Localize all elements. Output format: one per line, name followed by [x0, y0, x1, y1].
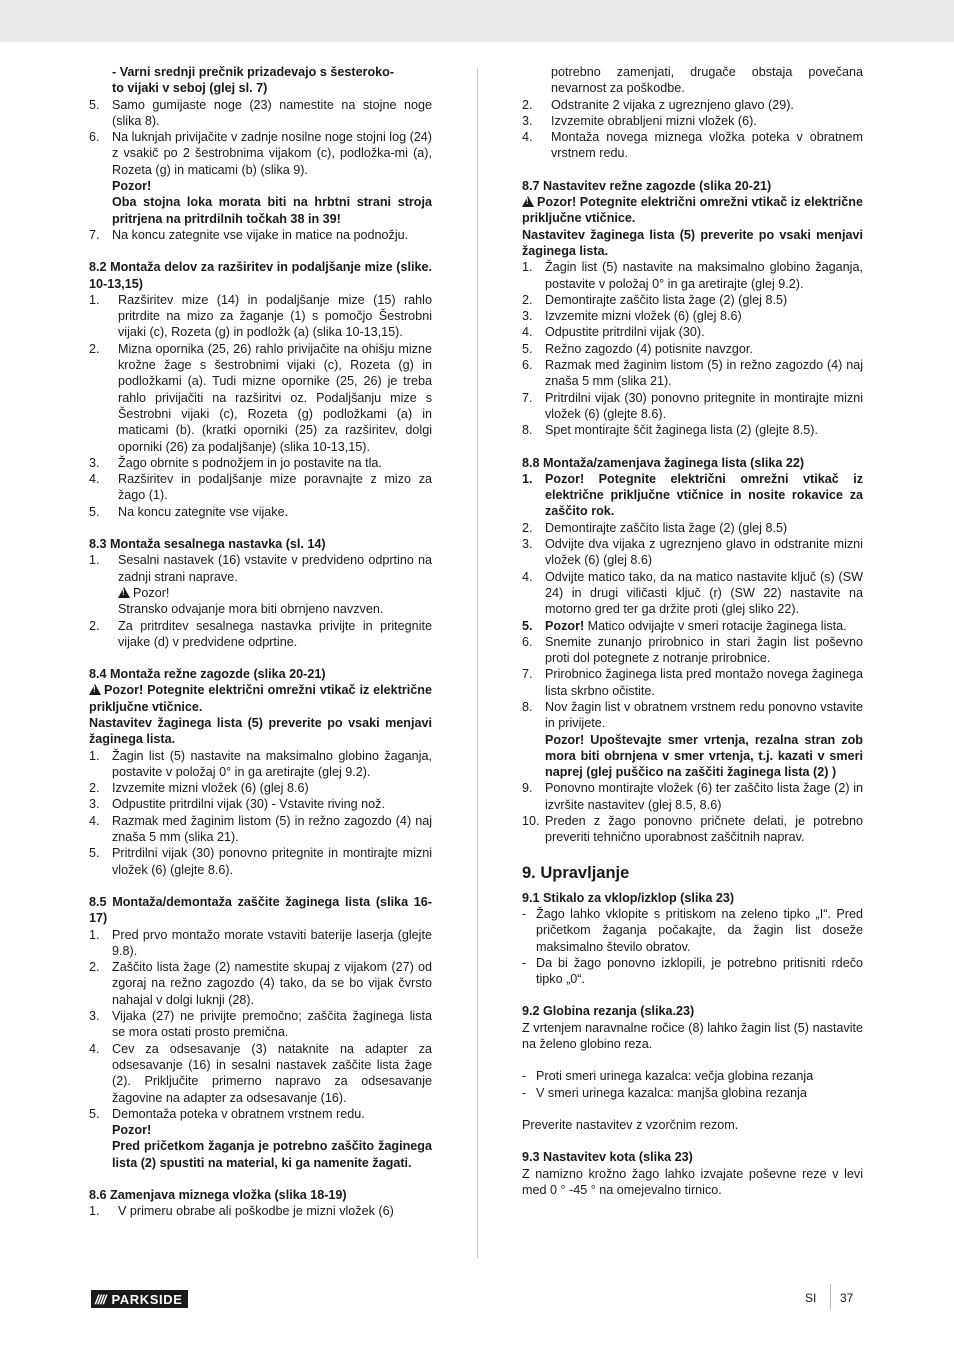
item-bullet: -: [522, 955, 527, 970]
list-item: [89, 748, 432, 781]
list-item: [522, 618, 863, 634]
paragraph: Z namizno krožno žago lahko izvajate poševne reze v levi med 0 ° -45 ° na omejevalno tirnico.: [522, 1166, 863, 1197]
list-item: [522, 520, 863, 536]
list-item: [89, 341, 432, 455]
item-number: 3.: [522, 309, 533, 324]
item-body: [118, 552, 432, 617]
list-item: [522, 569, 863, 618]
item-number: 2.: [89, 341, 100, 356]
list-item: [522, 471, 863, 520]
item-number: 4.: [522, 569, 533, 584]
item-text: Odpustite pritrdilni vijak (30) - Vstavite riving nož.: [112, 797, 385, 812]
list-item: [89, 455, 432, 471]
paragraph: Z vrtenjem naravnalne ročice (8) lahko žagin list (5) nastavite na želeno globino reza.: [522, 1020, 863, 1052]
list-item: [89, 292, 432, 341]
item-text: Pred prvo montažo morate vstaviti baterije laserja (glejte 9.8).: [112, 927, 432, 958]
list-item: [522, 906, 863, 955]
item-number: 5.: [89, 504, 100, 519]
bullet-line: [89, 64, 432, 97]
continued-text: potrebno zamenjati, drugače obstaja povečana nevarnost za poškodbe.: [551, 65, 863, 96]
item-text: Režno zagozdo (4) potisnite navzgor.: [545, 341, 753, 356]
list-item: [522, 390, 863, 423]
item-text: Stransko odvajanje mora biti obrnjeno navzven.: [118, 602, 384, 617]
item-text: Žago lahko vklopite s pritiskom na zeleno tipko „I“. Pred pričetkom žaganja počakajte, da žagin list doseže maksimalno število obratov.: [536, 906, 863, 954]
warning-text: Nastavitev žaginega lista (5) preverite po vsaki menjavi žaginega lista.: [89, 715, 432, 747]
list-item: [522, 97, 863, 113]
section-heading: 8.2 Montaža delov za razširitev in podaljšanje mize (slike. 10-13,15): [89, 260, 432, 291]
item-number: 4.: [522, 325, 533, 340]
item-body: [112, 1106, 432, 1171]
item-number: 3.: [522, 113, 533, 128]
item-number: 3.: [89, 1009, 100, 1024]
item-text: Za pritrditev sesalnega nastavka privijte in pritegnite vijake (d) v predvidene odprtine.: [118, 618, 432, 649]
item-number: 3.: [522, 537, 533, 552]
warning-triangle-icon: [522, 196, 534, 207]
item-text: Razmak med žaginim listom (5) in režno zagozdo (4) naj znaša 5 mm (slika 21).: [112, 813, 432, 845]
list-item: [522, 113, 863, 129]
item-text: Pritrdilni vijak (30) ponovno pritegnite in montirajte mizni vložek (6) (glejte 8.6).: [545, 390, 863, 421]
list-item: [522, 1085, 863, 1101]
right-column: [522, 64, 863, 1198]
item-number: 7.: [522, 390, 533, 405]
item-text: Spet montirajte ščit žaginega lista (2) (glejte 8.5).: [545, 423, 818, 438]
section-heading: 8.3 Montaža sesalnega nastavka (sl. 14): [89, 537, 326, 552]
text: to vijaki v seboj (glej sl. 7): [112, 81, 268, 96]
item-number: 3.: [89, 797, 100, 812]
item-number: 2.: [89, 781, 100, 796]
item-number: 6.: [89, 130, 100, 145]
list-item: [89, 845, 432, 878]
item-number: 7.: [522, 667, 533, 682]
chapter-heading: 9. Upravljanje: [522, 863, 630, 882]
item-number: 6.: [522, 358, 533, 373]
item-text: Snemite zunanjo prirobnico in stari žagin list poševno proti dol potegnete z notranje prirobnice.: [545, 634, 863, 666]
text: - Varni srednji prečnik prizadevajo s šesteroko-: [112, 65, 395, 79]
warning-text: Pozor! Upoštevajte smer vrtenja, rezalna stran zob mora biti obrnjena v smer vrtenja, t.j. kazati v smeri naprej (glej puščico na zaščiti žaginega lista (2) ): [545, 732, 863, 780]
item-text: Mizna opornika (25, 26) rahlo privijačite na ohišju mizne krožne žage s šestrobnimi vijaki (c), Rozeta (g) in podložkami (a). Tudi mizne opornike (25, 26) je treba rahlo privijačiti na razširitvi oz. Podaljšanju mize s Šestrobni vijaki (c), Rozeta (g) podložkami (a) in maticami (b). (kratki oporniki (25) za razširitev, dolgi oporniki (26) za podaljšanje) (slika 10-13,15).: [118, 341, 432, 454]
logo-slashes-icon: ////: [95, 1291, 106, 1307]
list-item: [522, 666, 863, 699]
item-text: Demontirajte zaščito lista žage (2) (glej 8.5): [545, 292, 788, 307]
item-bullet: -: [522, 1085, 527, 1100]
item-number: 1.: [89, 553, 100, 568]
item-text: Žago obrnite s podnožjem in jo postavite na tla.: [118, 455, 382, 470]
item-text: Razširitev in podaljšanje mize poravnajte z mizo za žago (1).: [118, 472, 432, 503]
item-text: Na koncu zategnite vse vijake.: [118, 504, 289, 519]
language-code: SI: [805, 1291, 817, 1305]
warning-triangle-icon: [118, 587, 130, 598]
list-item: [522, 536, 863, 569]
item-number: 3.: [89, 455, 100, 470]
list-item: [89, 1008, 432, 1041]
list-item: [522, 813, 863, 846]
item-text: Nov žagin list v obratnem vrstnem redu ponovno vstavite in privijete.: [545, 699, 863, 731]
item-number: 1.: [89, 927, 100, 942]
list-item: [89, 927, 432, 960]
column-divider: [477, 68, 478, 1258]
item-number: 1.: [89, 748, 100, 763]
item-text: Na koncu zategnite vse vijake in matice na podnožju.: [112, 227, 409, 242]
item-number: 1.: [89, 292, 100, 307]
item-number: 8.: [522, 423, 533, 438]
item-text: Sesalni nastavek (16) vstavite v predvideno odprtino na zadnji strani naprave.: [118, 553, 432, 584]
list-item: [522, 324, 863, 340]
page-number: 37: [840, 1291, 854, 1305]
item-text: Vijaka (27) ne privijte premočno; zaščita žaginega lista se mora ostati prosto premična.: [112, 1009, 432, 1040]
brand-name: PARKSIDE: [111, 1291, 183, 1307]
item-text: Odvijte matico tako, da na matico nastavite ključ (s) (SW 24) in drugi viličasti ključ (r) (SW 22) nastavite na motorno gred ter ga držite proti (glej sliko 22).: [545, 569, 863, 617]
paragraph: Preverite nastavitev z vzorčnim rezom.: [522, 1117, 739, 1132]
warning-text: [522, 194, 863, 227]
section-heading: 8.4 Montaža režne zagozde (slika 20-21): [89, 667, 326, 682]
top-band: [0, 0, 954, 42]
list-item: [89, 129, 432, 227]
item-number: 1.: [522, 471, 533, 486]
item-text: Žagin list (5) nastavite na maksimalno globino žaganja, postavite v položaj 0° in ga aretirajte (glej 9.2).: [112, 748, 432, 779]
item-text: Razširitev mize (14) in podaljšanje mize (15) rahlo pritrdite na mizo za žaganje (1) s pomočjo Šestrobni vijaki (c), Rozeta (g) in podložk (a) (slika 10-13,15).: [118, 292, 432, 340]
item-body: [545, 699, 863, 780]
list-item: [89, 552, 432, 617]
item-number: 1.: [522, 260, 533, 275]
item-text: Matico odvijajte v smeri rotacije žaginega lista.: [584, 618, 847, 633]
item-number: 2.: [522, 292, 533, 307]
section-heading: 8.8 Montaža/zamenjava žaginega lista (slika 22): [522, 455, 805, 470]
item-text: Izvzemite obrabljeni mizni vložek (6).: [551, 113, 757, 128]
item-bullet: -: [522, 906, 527, 921]
list-item: [522, 780, 863, 813]
section-heading: 9.3 Nastavitev kota (slika 23): [522, 1150, 693, 1165]
list-item: [89, 504, 432, 520]
warning-text: Nastavitev žaginega lista (5) preverite po vsaki menjavi žaginega lista.: [522, 227, 863, 258]
item-text: Razmak med žaginim listom (5) in režno zagozdo (4) naj znaša 5 mm (slika 21).: [545, 358, 863, 389]
list-item: [89, 1041, 432, 1106]
list-item: [522, 422, 863, 438]
item-text: Odpustite pritrdilni vijak (30).: [545, 325, 705, 340]
left-column: [89, 64, 432, 1220]
item-number: 8.: [522, 699, 533, 714]
item-number: 2.: [89, 618, 100, 633]
item-text: Demontirajte zaščito lista žage (2) (glej 8.5): [545, 520, 788, 535]
item-text: Da bi žago ponovno izklopili, je potrebno pritisniti rdečo tipko „0“.: [536, 955, 863, 987]
item-text: Na luknjah privijačite v zadnje nosilne noge stojni log (24) z vsakič po 2 šestrobnima vijakom (c), podložka-mi (a), Rozeta (g) in maticami (b) (slika 9).: [112, 130, 432, 177]
list-item: [89, 1106, 432, 1171]
item-text: Ponovno montirajte vložek (6) ter zaščito lista žage (2) in izvršite nastavitev (glej 8.5, 8.6): [545, 781, 863, 812]
list-item: [522, 259, 863, 292]
item-number: 4.: [89, 1041, 100, 1056]
item-text: Zaščito lista žage (2) namestite skupaj z vijakom (27) od zgoraj na režno zagozdo (4) tako, da se bo vijak čvrsto nahajal v dolgi luknji (28).: [112, 960, 432, 1007]
list-item: [89, 1203, 432, 1219]
item-text: Pozor! Potegnite električni omrežni vtikač iz električne priključne vtičnice in nosite rokavice za zaščito rok.: [545, 471, 863, 519]
list-item: [522, 341, 863, 357]
warning-triangle-icon: [89, 684, 101, 695]
item-text: Preden z žago ponovno pričnete delati, je potrebno preveriti tehnično uporabnost zaščitnih naprav.: [545, 814, 863, 845]
warning-label: Pozor!: [112, 1123, 152, 1138]
item-number: 2.: [522, 520, 533, 535]
list-item: [89, 618, 432, 651]
item-text: Odstranite 2 vijaka z ugreznjeno glavo (29).: [551, 97, 794, 112]
item-text: V smeri urinega kazalca: manjša globina rezanja: [536, 1085, 807, 1100]
item-text: Proti smeri urinega kazalca: večja globina rezanja: [536, 1069, 814, 1084]
item-number: 1.: [89, 1204, 100, 1219]
item-body: [112, 129, 432, 227]
item-number: 2.: [89, 960, 100, 975]
list-item: [89, 227, 432, 243]
list-item: [522, 308, 863, 324]
section-heading: 9.2 Globina rezanja (slika.23): [522, 1004, 695, 1019]
item-text: Prirobnico žaginega lista pred montažo novega žaginega lista skrbno očistite.: [545, 667, 863, 698]
parkside-logo: [91, 1290, 188, 1308]
warning-text: Pred pričetkom žaganja je potrebno zaščito žaginega lista (2) spustiti na material, ki ga namenite žagati.: [112, 1139, 432, 1170]
list-item: [522, 357, 863, 390]
section-heading: 8.5 Montaža/demontaža zaščite žaginega lista (slika 16-17): [89, 894, 432, 926]
item-number: 5.: [89, 846, 100, 861]
item-text: Cev za odsesavanje (3) nataknite na adapter za odsesavanje (16) in sesalni nastavek zaščite lista žage (2). Priključite primerno napravo za odsesavanje žagovine na adapter za odsesavanje (16).: [112, 1041, 432, 1105]
list-item: [89, 959, 432, 1008]
text: Pozor! Potegnite električni omrežni vtikač iz električne priključne vtičnice.: [522, 195, 863, 226]
item-number: 9.: [522, 781, 533, 796]
item-text: Odvijte dva vijaka z ugreznjeno glavo in odstranite mizni vložek (6) (glej 8.6): [545, 537, 863, 568]
item-text: Izvzemite mizni vložek (6) (glej 8.6): [112, 781, 309, 796]
item-number: 4.: [89, 472, 100, 487]
item-number: 2.: [522, 97, 533, 112]
list-item: [522, 292, 863, 308]
item-bullet: -: [522, 1069, 527, 1084]
item-body: [545, 618, 863, 634]
item-number: 5.: [522, 341, 533, 356]
footer-divider: [830, 1284, 831, 1310]
list-item: [89, 796, 432, 812]
item-text: Demontaža poteka v obratnem vrstnem redu.: [112, 1106, 365, 1121]
item-number: 4.: [522, 130, 533, 145]
warning-label: Pozor!: [545, 618, 585, 633]
list-item: [89, 97, 432, 130]
list-item: [522, 129, 863, 162]
list-item: [89, 780, 432, 796]
text: Pozor! Potegnite električni omrežni vtikač iz električne priključne vtičnice.: [89, 683, 432, 714]
item-number: 5.: [89, 97, 100, 112]
item-text: Pritrdilni vijak (30) ponovno pritegnite in montirajte mizni vložek (6) (glejte 8.6).: [112, 846, 432, 877]
list-item: [89, 471, 432, 504]
section-heading: 9.1 Stikalo za vklop/izklop (slika 23): [522, 890, 735, 905]
item-text: Montaža novega miznega vložka poteka v obratnem vrstnem redu.: [551, 130, 863, 161]
item-number: 6.: [522, 634, 533, 649]
warning-label: Pozor!: [133, 585, 170, 600]
item-text: Izvzemite mizni vložek (6) (glej 8.6): [545, 309, 742, 324]
list-item: [89, 813, 432, 846]
warning-label: Pozor!: [112, 179, 152, 194]
list-item: [522, 1068, 863, 1084]
warning-text: Oba stojna loka morata biti na hrbtni strani stroja pritrjena na pritrdilnih točkah 38 in 39!: [112, 195, 432, 226]
section-heading: 8.7 Nastavitev režne zagozde (slika 20-21): [522, 178, 772, 193]
warning-text: [89, 682, 432, 715]
item-number: 5.: [522, 618, 533, 633]
item-number: 10.: [522, 814, 540, 829]
list-item: [522, 699, 863, 780]
list-item: [522, 634, 863, 667]
item-number: 4.: [89, 813, 100, 828]
item-number: 5.: [89, 1106, 100, 1121]
item-text: V primeru obrabe ali poškodbe je mizni vložek (6): [118, 1204, 394, 1219]
item-text: Žagin list (5) nastavite na maksimalno globino žaganja, postavite v položaj 0° in ga aretirajte (glej 9.2).: [545, 260, 863, 291]
list-item: [522, 955, 863, 988]
section-heading: 8.6 Zamenjava miznega vložka (slika 18-19): [89, 1188, 347, 1202]
item-number: 7.: [89, 227, 100, 242]
item-text: Samo gumijaste noge (23) namestite na stojne noge (slika 8).: [112, 97, 432, 128]
